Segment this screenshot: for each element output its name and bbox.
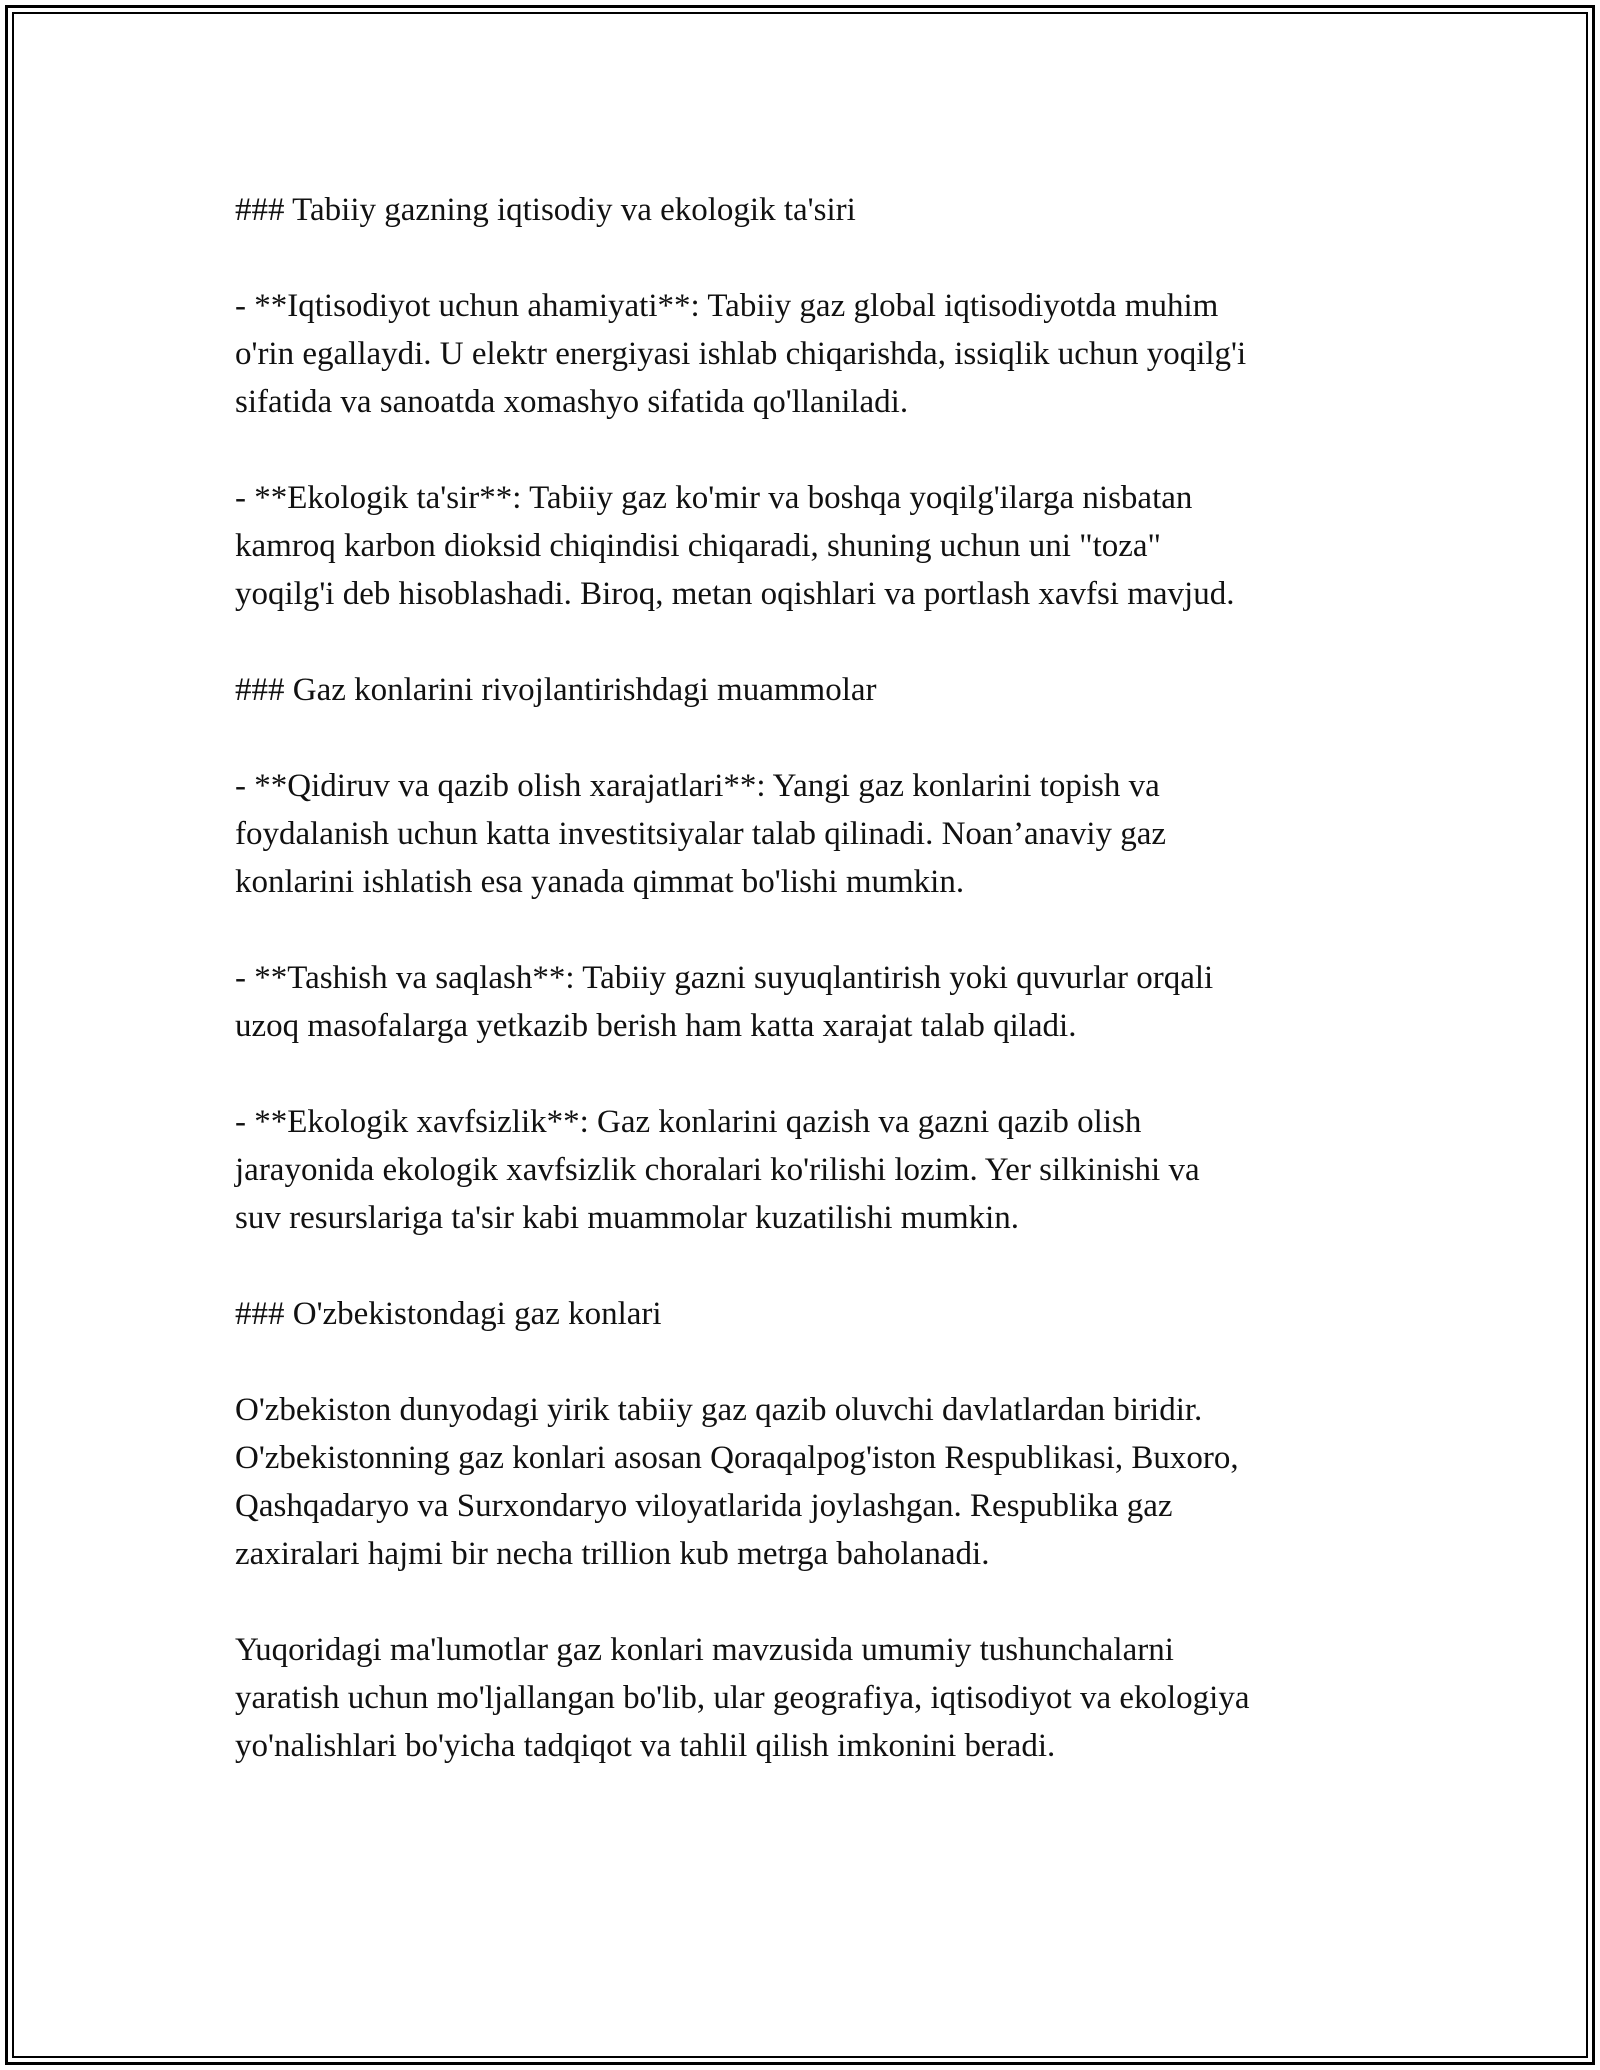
paragraph-ecological-safety: - **Ekologik xavfsizlik**: Gaz konlarini qazish va gazni qazib olish jarayonida ekologik xavfsizlik choralari ko'rilishi lozim. Yer silkinishi va suv resurslariga ta'sir kabi muammolar kuzatilishi mumkin. [235,1104,1200,1236]
section-heading-uzbekistan-fields: ### O'zbekistondagi gaz konlari [235,1296,662,1332]
paragraph-transport-storage: - **Tashish va saqlash**: Tabiiy gazni suyuqlantirish yoki quvurlar orqali uzoq masofalarga yetkazib berish ham katta xarajat talab qiladi. [235,960,1214,1044]
paragraph-exploration-costs: - **Qidiruv va qazib olish xarajatlari**: Yangi gaz konlarini topish va foydalanish uchun katta investitsiyalar talab qilinadi. Noan’anaviy gaz konlarini ishlatish esa yanada qimmat bo'lishi mumkin. [235,768,1167,900]
paragraph-conclusion: Yuqoridagi ma'lumotlar gaz konlari mavzusida umumiy tushunchalarni yaratish uchun mo'ljallangan bo'lib, ular geografiya, iqtisodiyot va ekologiya yo'nalishlari bo'yicha tadqiqot va tahlil qilish imkonini beradi. [235,1632,1250,1764]
paragraph-uzbekistan-overview: O'zbekiston dunyodagi yirik tabiiy gaz qazib oluvchi davlatlardan biridir. O'zbekistonning gaz konlari asosan Qoraqalpog'iston Respublikasi, Buxoro, Qashqadaryo va Surxondaryo viloyatlarida joylashgan. Respublika gaz zaxiralari hajmi bir necha trillion kub metrga baholanadi. [235,1392,1239,1572]
document-body [235,186,1375,1770]
section-heading-development-problems: ### Gaz konlarini rivojlantirishdagi muammolar [235,672,877,708]
paragraph-economic-importance: - **Iqtisodiyot uchun ahamiyati**: Tabiiy gaz global iqtisodiyotda muhim o'rin egallaydi. U elektr energiyasi ishlab chiqarishda, issiqlik uchun yoqilg'i sifatida va sanoatda xomashyo sifatida qo'llaniladi. [235,288,1247,420]
paragraph-ecological-impact: - **Ekologik ta'sir**: Tabiiy gaz ko'mir va boshqa yoqilg'ilarga nisbatan kamroq karbon dioksid chiqindisi chiqaradi, shuning uchun uni "toza" yoqilg'i deb hisoblashadi. Biroq, metan oqishlari va portlash xavfsi mavjud. [235,480,1235,612]
section-heading-economic-ecological: ### Tabiiy gazning iqtisodiy va ekologik ta's​iri [235,192,856,228]
